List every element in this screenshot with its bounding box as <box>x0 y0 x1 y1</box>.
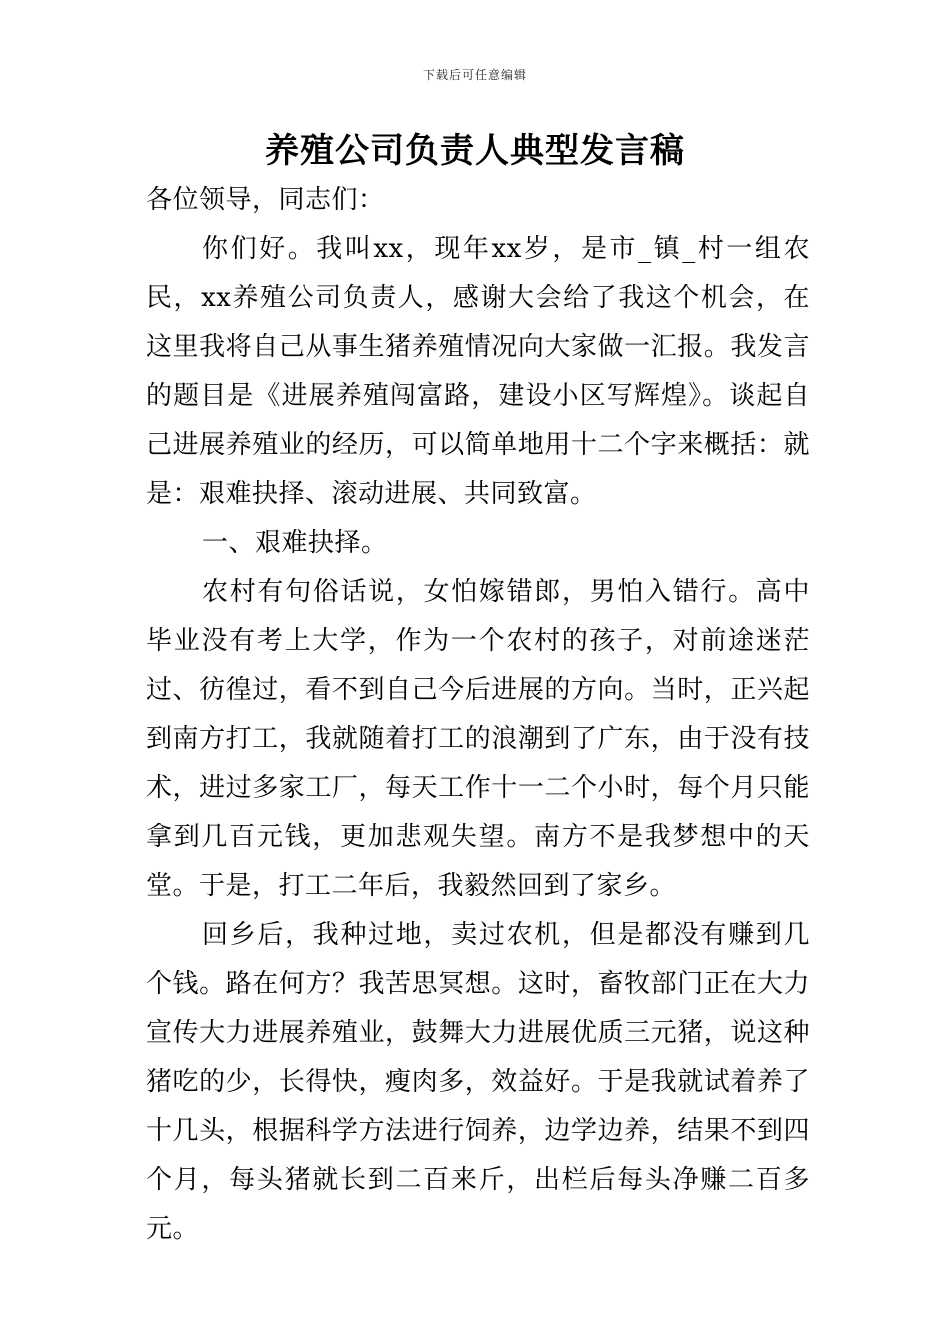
section-heading-1: 一、艰难抉择。 <box>202 528 388 558</box>
paragraph-intro: 你们好。我叫xx，现年xx岁，是市_镇_村一组农民，xx养殖公司负责人，感谢大会给了我这个机会，在这里我将自己从事生猪养殖情况向大家做一汇报。我发言的题目是《进展养殖闯富路，建设小区写辉煌》。谈起自己进展养殖业的经历，可以简单地用十二个字来概括：就是：艰难抉择、滚动进展、共同致富。 <box>146 234 810 509</box>
document-body <box>146 176 810 1254</box>
header-note: 下载后可任意编辑 <box>422 68 527 82</box>
paragraph-section1-a: 农村有句俗话说，女怕嫁错郎，男怕入错行。高中毕业没有考上大学，作为一个农村的孩子，对前途迷茫过、彷徨过，看不到自己今后进展的方向。当时，正兴起到南方打工，我就随着打工的浪潮到了广东，由于没有技术，进过多家工厂，每天工作十一二个小时，每个月只能拿到几百元钱，更加悲观失望。南方不是我梦想中的天堂。于是，打工二年后，我毅然回到了家乡。 <box>146 577 810 901</box>
salutation: 各位领导，同志们： <box>146 185 385 215</box>
document-title: 养殖公司负责人典型发言稿 <box>265 131 685 171</box>
paragraph-section1-b: 回乡后，我种过地，卖过农机，但是都没有赚到几个钱。路在何方？我苦思冥想。这时，畜牧部门正在大力宣传大力进展养殖业，鼓舞大力进展优质三元猪，说这种猪吃的少，长得快，瘦肉多，效益好。于是我就试着养了十几头，根据科学方法进行饲养，边学边养，结果不到四个月，每头猪就长到二百来斤，出栏后每头净赚二百多元。 <box>146 920 810 1244</box>
